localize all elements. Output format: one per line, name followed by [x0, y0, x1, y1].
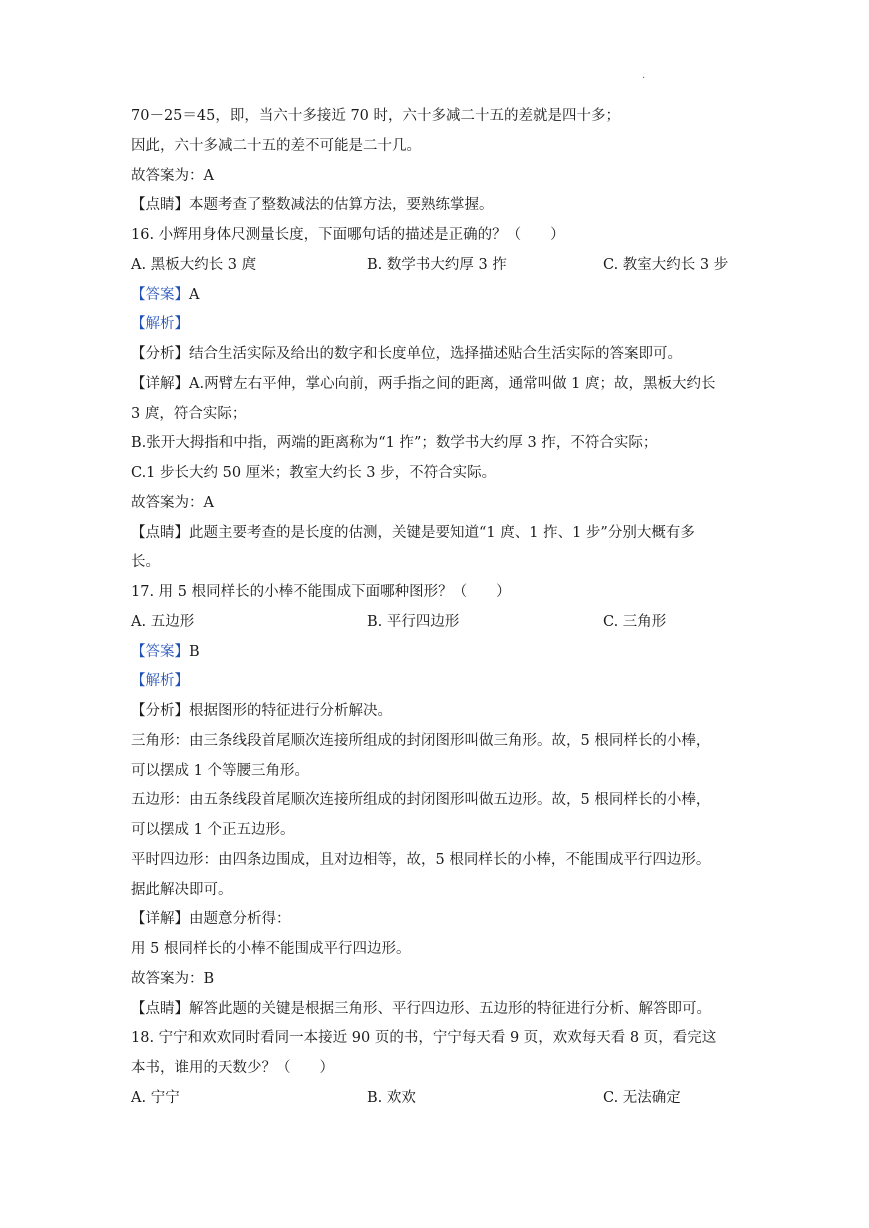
- page-content: [131, 102, 751, 1114]
- text-line: 【详解】由题意分析得：: [131, 911, 291, 928]
- text-line: 故答案为：B: [131, 970, 215, 987]
- answer-tag: 【答案】: [131, 286, 189, 303]
- option-a: A. 黑板大约长 3 庹: [131, 256, 257, 273]
- text-line: 【点睛】解答此题的关键是根据三角形、平行四边形、五边形的特征进行分析、解答即可。: [131, 1000, 711, 1017]
- text-line: C.1 步长大约 50 厘米；教室大约长 3 步，不符合实际。: [131, 465, 497, 481]
- text-line: 用 5 根同样长的小棒不能围成平行四边形。: [131, 941, 411, 957]
- text-line: 故答案为：A: [131, 494, 214, 511]
- option-c: C. 无法确定: [603, 1089, 681, 1106]
- analysis-tag: 【解析】: [131, 316, 189, 333]
- option-b: B. 欢欢: [367, 1089, 416, 1106]
- text-line: 五边形：由五条线段首尾顺次连接所组成的封闭图形叫做五边形。故，5 根同样长的小棒，: [131, 792, 711, 809]
- question-16-options: [131, 251, 751, 281]
- text-line: 长。: [131, 554, 160, 571]
- question-16-stem: 16. 小辉用身体尺测量长度，下面哪句话的描述是正确的？（ ）: [131, 227, 565, 243]
- question-18-options: [131, 1084, 751, 1114]
- text-line: 【点睛】此题主要考查的是长度的估测，关键是要知道“1 庹、1 拃、1 步”分别大概有多: [131, 524, 695, 541]
- answer-tag: 【答案】: [131, 643, 189, 660]
- option-a: A. 宁宁: [131, 1089, 180, 1106]
- question-18-stem: 18. 宁宁和欢欢同时看同一本接近 90 页的书，宁宁每天看 9 页，欢欢每天看 8 页，看完这: [131, 1030, 717, 1047]
- text-line: 可以摆成 1 个等腰三角形。: [131, 762, 309, 779]
- text-line: 3 庹，符合实际；: [131, 405, 247, 422]
- text-line: 【详解】A.两臂左右平伸，掌心向前，两手指之间的距离，通常叫做 1 庹；故，黑板大约长: [131, 375, 716, 392]
- text-line: 平时四边形：由四条边围成，且对边相等，故，5 根同样长的小棒，不能围成平行四边形。: [131, 851, 711, 868]
- text-line: 70－25＝45，即，当六十多接近 70 时，六十多减二十五的差就是四十多；: [131, 108, 621, 124]
- answer-line: [131, 281, 751, 311]
- text-line: 【分析】结合生活实际及给出的数字和长度单位，选择描述贴合生活实际的答案即可。: [131, 346, 682, 362]
- text-line: 因此，六十多减二十五的差不可能是二十几。: [131, 137, 421, 154]
- text-line: 【分析】根据图形的特征进行分析解决。: [131, 703, 392, 719]
- text-line: B.张开大拇指和中指，两端的距离称为“1 拃”；数学书大约厚 3 拃，不符合实际；: [131, 435, 658, 452]
- question-17-options: [131, 608, 751, 638]
- text-line: 故答案为：A: [131, 167, 214, 184]
- answer-value: A: [189, 286, 200, 303]
- text-line: 【点睛】本题考查了整数减法的估算方法，要熟练掌握。: [131, 197, 494, 214]
- option-c: C. 教室大约长 3 步: [603, 256, 729, 273]
- text-line: 据此解决即可。: [131, 881, 233, 898]
- text-line: 可以摆成 1 个正五边形。: [131, 822, 295, 838]
- option-c: C. 三角形: [603, 613, 667, 630]
- question-18-stem-cont: 本书，谁用的天数少？（ ）: [131, 1060, 334, 1076]
- question-17-stem: 17. 用 5 根同样长的小棒不能围成下面哪种图形？（ ）: [131, 584, 511, 600]
- analysis-tag: 【解析】: [131, 673, 189, 690]
- option-b: B. 平行四边形: [367, 613, 460, 630]
- option-b: B. 数学书大约厚 3 拃: [367, 256, 507, 273]
- option-a: A. 五边形: [131, 613, 195, 630]
- header-dot: .: [642, 70, 646, 81]
- text-line: 三角形：由三条线段首尾顺次连接所组成的封闭图形叫做三角形。故，5 根同样长的小棒，: [131, 732, 711, 749]
- answer-line: [131, 638, 751, 668]
- answer-value: B: [189, 643, 200, 660]
